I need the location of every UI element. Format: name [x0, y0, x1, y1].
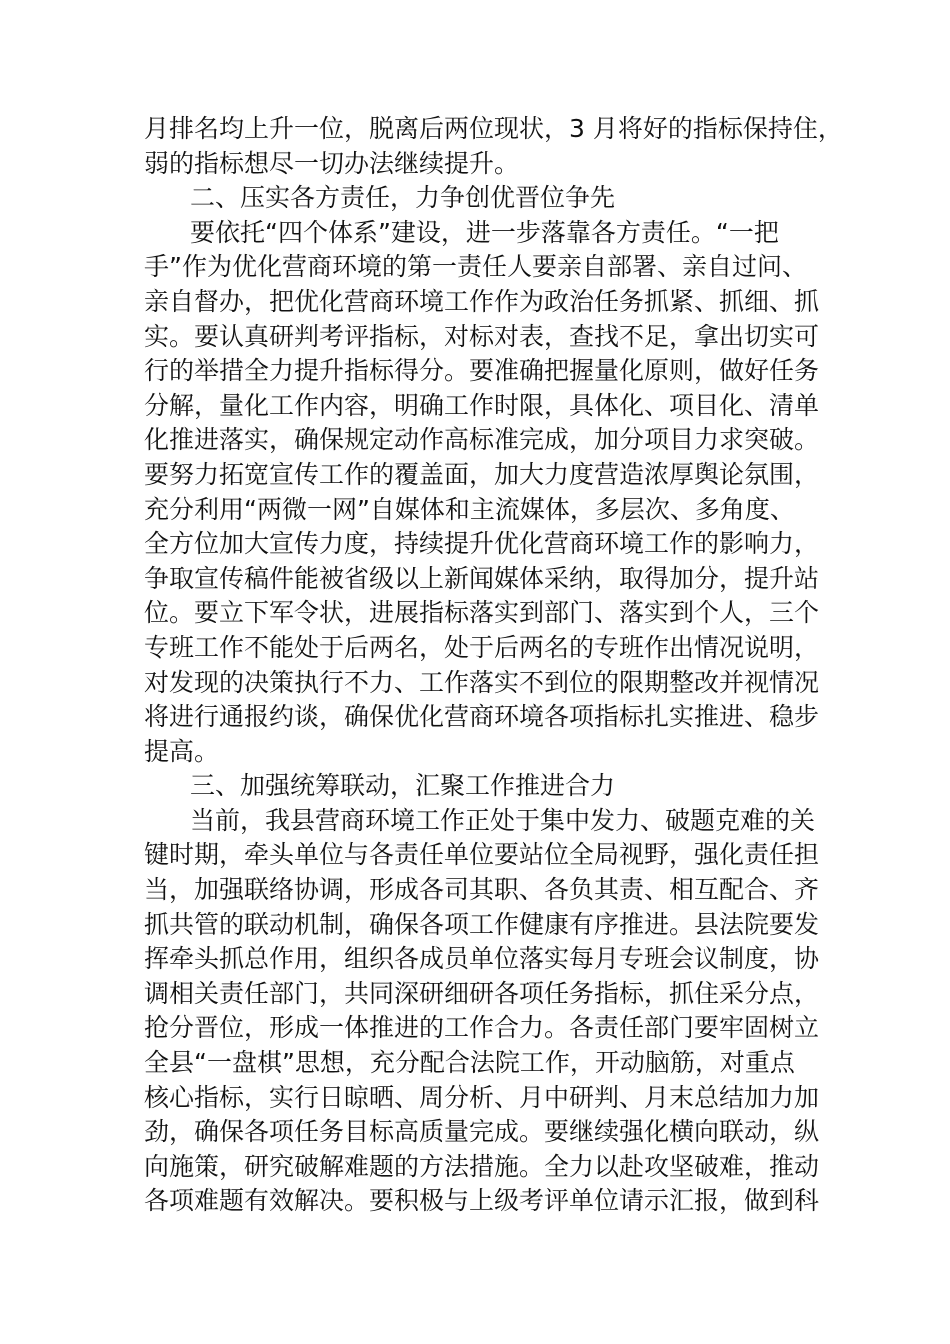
text-line: 挥牵头抓总作用，组织各成员单位落实每月专班会议制度，协: [144, 944, 820, 974]
text-line: 位。要立下军令状，进展指标落实到部门、落实到个人，三个: [144, 598, 820, 628]
text-line: 充分利用“两微一网”自媒体和主流媒体，多层次、多角度、: [144, 494, 795, 524]
text-line: 弱的指标想尽一切办法继续提升。: [144, 148, 520, 178]
text-line: 当，加强联络协调，形成各司其职、各负其责、相互配合、齐: [144, 875, 820, 905]
text-line: 劲，确保各项任务目标高质量完成。要继续强化横向联动，纵: [144, 1117, 820, 1147]
text-line: 各项难题有效解决。要积极与上级考评单位请示汇报，做到科: [144, 1186, 820, 1216]
text-line: 要努力拓宽宣传工作的覆盖面，加大力度营造浓厚舆论氛围，: [144, 459, 820, 489]
text-line: 分解，量化工作内容，明确工作时限，具体化、项目化、清单: [144, 390, 820, 420]
text-line: 亲自督办，把优化营商环境工作作为政治任务抓紧、抓细、抓: [144, 286, 820, 316]
text-line: 当前，我县营商环境工作正处于集中发力、破题克难的关: [190, 805, 816, 835]
text-line: 向施策，研究破解难题的方法措施。全力以赴攻坚破难，推动: [144, 1151, 820, 1181]
text-line: 行的举措全力提升指标得分。要准确把握量化原则，做好任务: [144, 356, 820, 386]
text-line: 对发现的决策执行不力、工作落实不到位的限期整改并视情况: [144, 667, 820, 697]
section-heading: 二、压实各方责任，力争创优晋位争先: [190, 183, 616, 213]
text-line: 键时期，牵头单位与各责任单位要站位全局视野，强化责任担: [144, 840, 820, 870]
text-line: 月排名均上升一位，脱离后两位现状，3 月将好的指标保持住，: [144, 114, 843, 143]
text-line: 将进行通报约谈，确保优化营商环境各项指标扎实推进、稳步: [144, 702, 820, 732]
text-line: 核心指标，实行日晾晒、周分析、月中研判、月末总结加力加: [144, 1082, 820, 1112]
text-line: 全方位加大宣传力度，持续提升优化营商环境工作的影响力，: [144, 529, 820, 559]
section-heading: 三、加强统筹联动，汇聚工作推进合力: [190, 771, 616, 801]
text-line: 手”作为优化营商环境的第一责任人要亲自部署、亲自过问、: [144, 252, 807, 282]
text-line: 调相关责任部门，共同深研细研各项任务指标，抓住采分点，: [144, 978, 820, 1008]
text-line: 提高。: [144, 736, 220, 766]
text-line: 实。要认真研判考评指标，对标对表，查找不足，拿出切实可: [144, 321, 820, 351]
text-line: 抓共管的联动机制，确保各项工作健康有序推进。县法院要发: [144, 909, 820, 939]
text-line: 化推进落实，确保规定动作高标准完成，加分项目力求突破。: [144, 425, 820, 455]
text-line: 抢分晋位，形成一体推进的工作合力。各责任部门要牢固树立: [144, 1013, 820, 1043]
text-line: 全县“一盘棋”思想，充分配合法院工作，开动脑筋，对重点: [144, 1048, 795, 1078]
document-body: [144, 112, 843, 1219]
text-line: 要依托“四个体系”建设，进一步落靠各方责任。“一把: [190, 217, 779, 247]
text-line: 争取宣传稿件能被省级以上新闻媒体采纳，取得加分，提升站: [144, 563, 820, 593]
text-line: 专班工作不能处于后两名，处于后两名的专班作出情况说明，: [144, 632, 820, 662]
